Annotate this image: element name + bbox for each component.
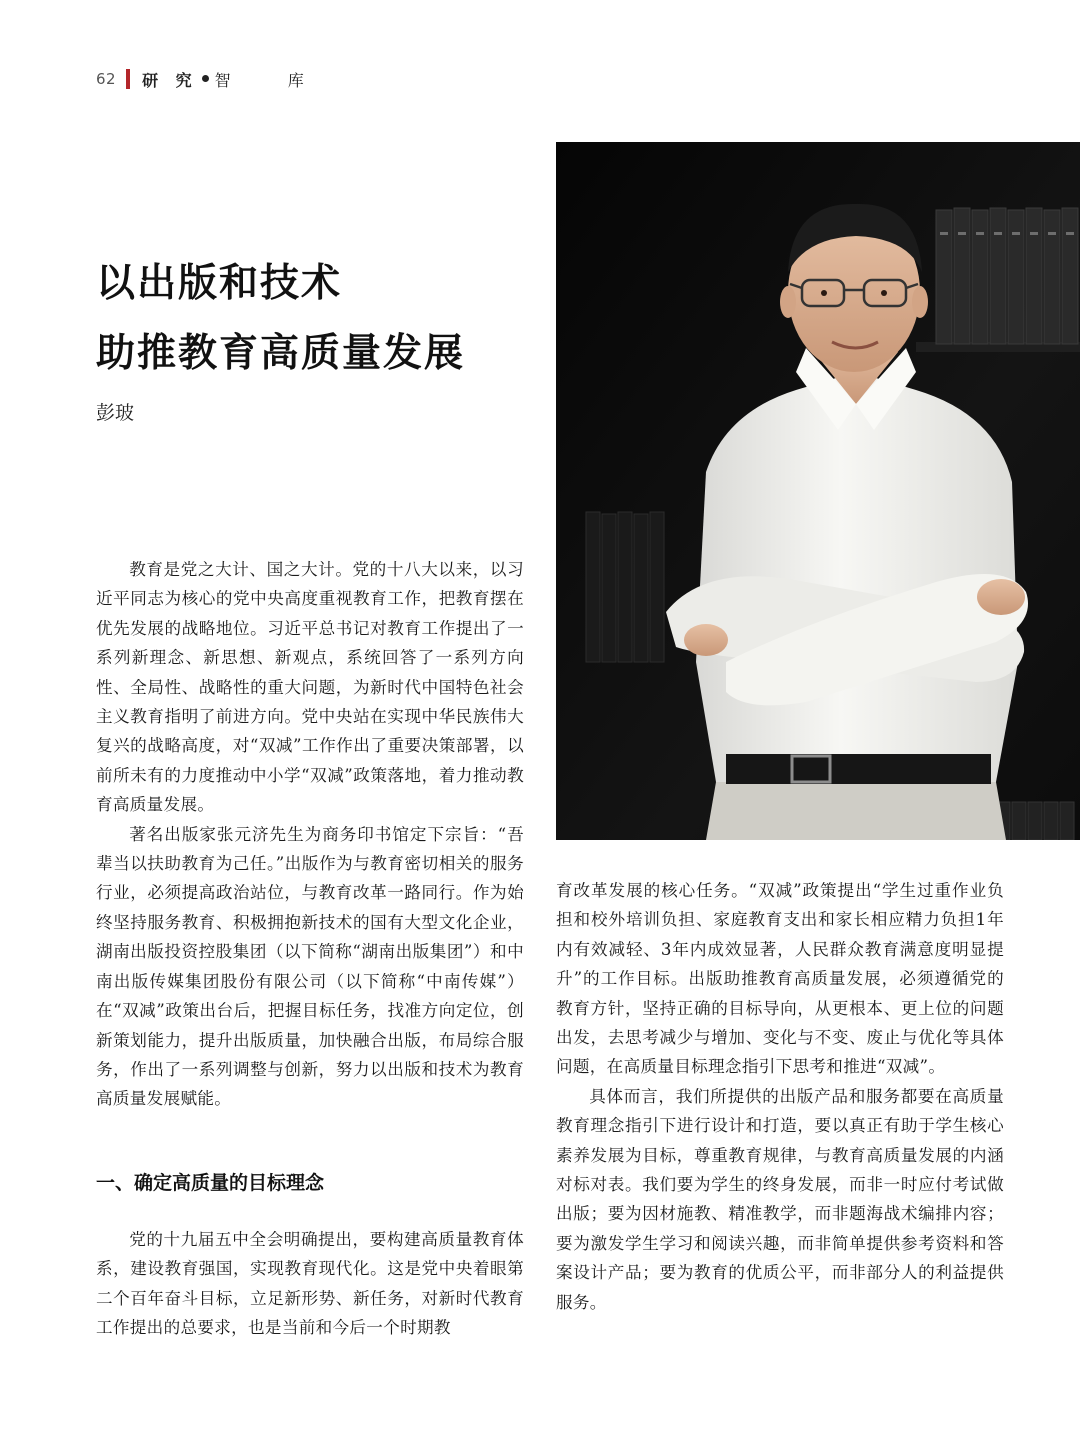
paragraph-2: 著名出版家张元济先生为商务印书馆定下宗旨：“吾辈当以扶助教育为己任。”出版作为与教育密切相关的服务行业，必须提高政治站位，与教育改革一路同行。作为始终坚持服务教育、积极拥抱新技术的国有大型文化企业，湖南出版投资控股集团（以下简称“湖南出版集团”）和中南出版传媒集团股份有限公司（以下简称“中南传媒”）在“双减”政策出台后，把握目标任务，找准方向定位，创新策划能力，提升出版质量，加快融合出版，布局综合服务，作出了一系列调整与创新，努力以出版和技术为教育高质量发展赋能。 (96, 824, 524, 1109)
header-accent-bar (126, 69, 130, 89)
portrait-illustration (556, 142, 1080, 840)
body-column-left-bottom (96, 1225, 524, 1343)
author-portrait-photo (556, 142, 1080, 840)
article-title-line2: 助推教育高质量发展 (96, 331, 466, 376)
section-heading-1: 一、确定高质量的目标理念 (96, 1172, 325, 1194)
section-subname: 智 库 (214, 70, 330, 90)
paragraph-1: 教育是党之大计、国之大计。党的十八大以来，以习近平同志为核心的党中央高度重视教育工作，把教育摆在优先发展的战略地位。习近平总书记对教育工作提出了一系列新理念、新思想、新观点，系统回答了一系列方向性、全局性、战略性的重大问题，为新时代中国特色社会主义教育指明了前进方向。党中央站在实现中华民族伟大复兴的战略高度，对“双减”工作作出了重要决策部署，以前所未有的力度推动中小学“双减”政策落地，着力推动教育高质量发展。 (96, 560, 524, 815)
page-number: 62 (96, 70, 117, 88)
running-header (96, 66, 330, 92)
body-column-left-top (96, 555, 524, 1114)
paragraph-3-continued: 育改革发展的核心任务。“双减”政策提出“学生过重作业负担和校外培训负担、家庭教育支出和家长相应精力负担1年内有效减轻、3年内成效显著，人民群众教育满意度明显提升”的工作目标。出版助推教育高质量发展，必须遵循党的教育方针，坚持正确的目标导向，从更根本、更上位的问题出发，去思考减少与增加、变化与不变、废止与优化等具体问题，在高质量目标理念指引下思考和推进“双减”。 (556, 881, 1004, 1077)
article-author: 彭玻 (96, 402, 135, 424)
body-column-right (556, 876, 1004, 1317)
article-title-line1: 以出版和技术 (96, 261, 343, 306)
paragraph-4: 具体而言，我们所提供的出版产品和服务都要在高质量教育理念指引下进行设计和打造，要以真正有助于学生核心素养发展为目标，尊重教育规律，与教育高质量发展的内涵对标对表。我们要为学生的终身发展，而非一时应付考试做出版；要为因材施教、精准教学，而非题海战术编排内容；要为激发学生学习和阅读兴趣，而非简单提供参考资料和答案设计产品；要为教育的优质公平，而非部分人的利益提供服务。 (556, 1086, 1004, 1312)
section-dot (202, 75, 209, 82)
paragraph-3: 党的十九届五中全会明确提出，要构建高质量教育体系，建设教育强国，实现教育现代化。这是党中央着眼第二个百年奋斗目标，立足新形势、新任务，对新时代教育工作提出的总要求，也是当前和今后一个时期教 (96, 1230, 524, 1338)
section-name: 研 究 (142, 70, 198, 90)
